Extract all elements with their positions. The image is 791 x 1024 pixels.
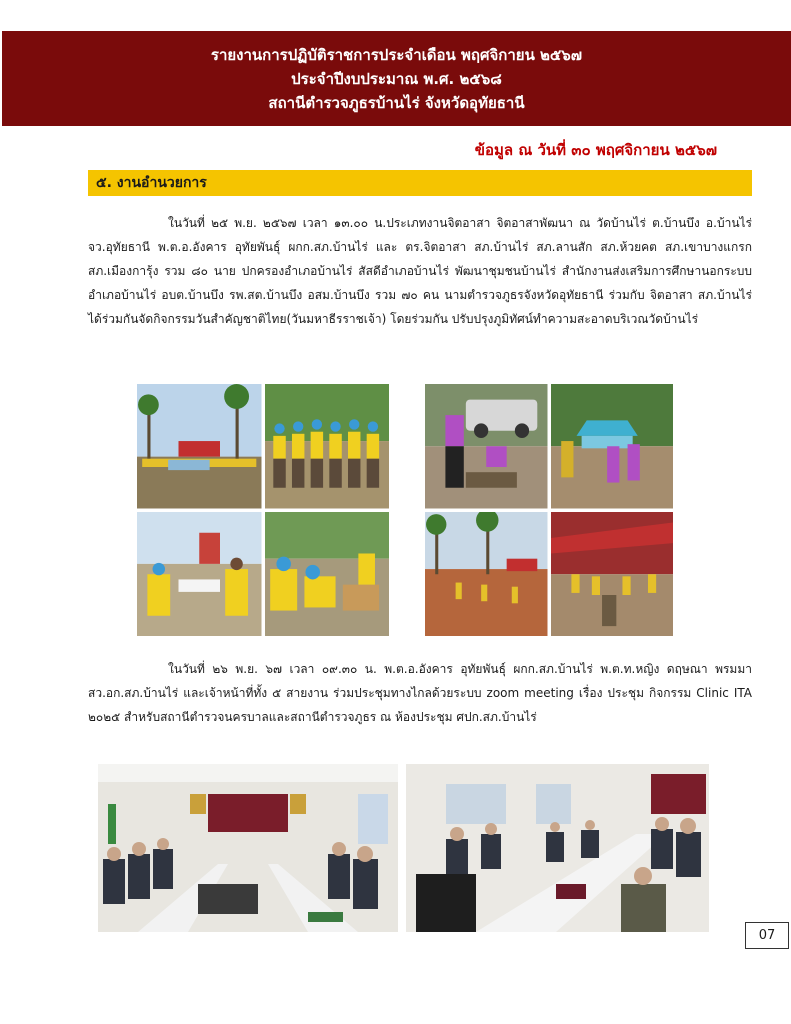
page-number: 07 [745,922,789,949]
photo-signing-table [137,512,262,637]
paragraph-2-text: ในวันที่ ๒๖ พ.ย. ๖๗ เวลา ๐๙.๓๐ น. พ.ต.อ.อังคาร อุทัยพันธุ์ ผกก.สภ.บ้านไร่ พ.ต.ท.หญิง ดฤษณา พรมมา สว.อก.สภ.บ้านไร่ และเจ้าหน้าที่ทั้ง ๕ สายงาน ร่วมประชุมทางไกลด้วยระบบ zoom meeting เรื่อง ประชุม กิจกรรม Clinic ITA ๒๐๒๕ สำหรับสถานีตำรวจนครบาลและสถานีตำรวจภูธร ณ ห้องประชุม ศปก.สภ.บ้านไร่ [88,662,752,724]
photo-tent-area [551,384,674,509]
header-fiscal-year: ประจำปีงบประมาณ พ.ศ. ๒๕๖๘ [291,69,502,88]
paragraph-zoom-meeting [88,657,752,733]
header-title: รายงานการปฏิบัติราชการประจำเดือน พฤศจิกายน ๒๕๖๗ [210,45,583,64]
photo-palm-trees-group [137,384,262,509]
photo-cleanup-near-truck [425,384,548,509]
photo-collage-right [425,384,673,636]
photo-volunteers-lineup [265,384,390,509]
photo-meeting-room-side [406,764,709,932]
photo-sweeping-hall [551,512,674,637]
data-as-of-date: ข้อมูล ณ วันที่ ๓๐ พฤศจิกายน ๒๕๖๗ [474,141,717,159]
header-station: สถานีตำรวจภูธรบ้านไร่ จังหวัดอุทัยธานี [268,93,525,112]
paragraph-1-text: ในวันที่ ๒๕ พ.ย. ๒๕๖๗ เวลา ๑๓.๐๐ น.ประเภทงานจิตอาสา จิตอาสาพัฒนา ณ วัดบ้านไร่ ต.บ้านบึง อ.บ้านไร่ จว.อุทัยธานี พ.ต.อ.อังคาร อุทัยพันธุ์ ผกก.สภ.บ้านไร่ และ ตร.จิตอาสา สภ.บ้านไร่ สภ.ลานสัก สภ.ห้วยคต สภ.เขาบางแกรก สภ.เมืองการุ้ง รวม ๘๐ นาย ปกครองอำเภอบ้านไร่ สัสดีอำเภอบ้านไร่ พัฒนาชุมชนบ้านไร่ สำนักงานส่งเสริมการศึกษานอกระบบอำเภอบ้านไร่ อบต.บ้านบึง รพ.สต.บ้านบึง อสม.บ้านบึง รวม ๗๐ คน นามตำรวจภูธรจังหวัดอุทัยธานี ร่วมกับ จิตอาสา สภ.บ้านไร่ ได้ร่วมกันจัดกิจกรรมวันสำคัญชาติไทย(วันมหาธีรราชเจ้า) โดยร่วมกัน ปรับปรุงภูมิทัศน์ทำความสะอาดบริเวณวัดบ้านไร่ [88,216,752,326]
photo-collage-left [137,384,389,636]
photo-volunteers-bending [265,512,390,637]
report-header-banner [2,31,791,126]
photo-meeting-room-front [98,764,398,932]
section-heading: ๕. งานอำนวยการ [88,170,752,196]
paragraph-volunteer-activity [88,211,752,361]
photo-sweeping-field [425,512,548,637]
